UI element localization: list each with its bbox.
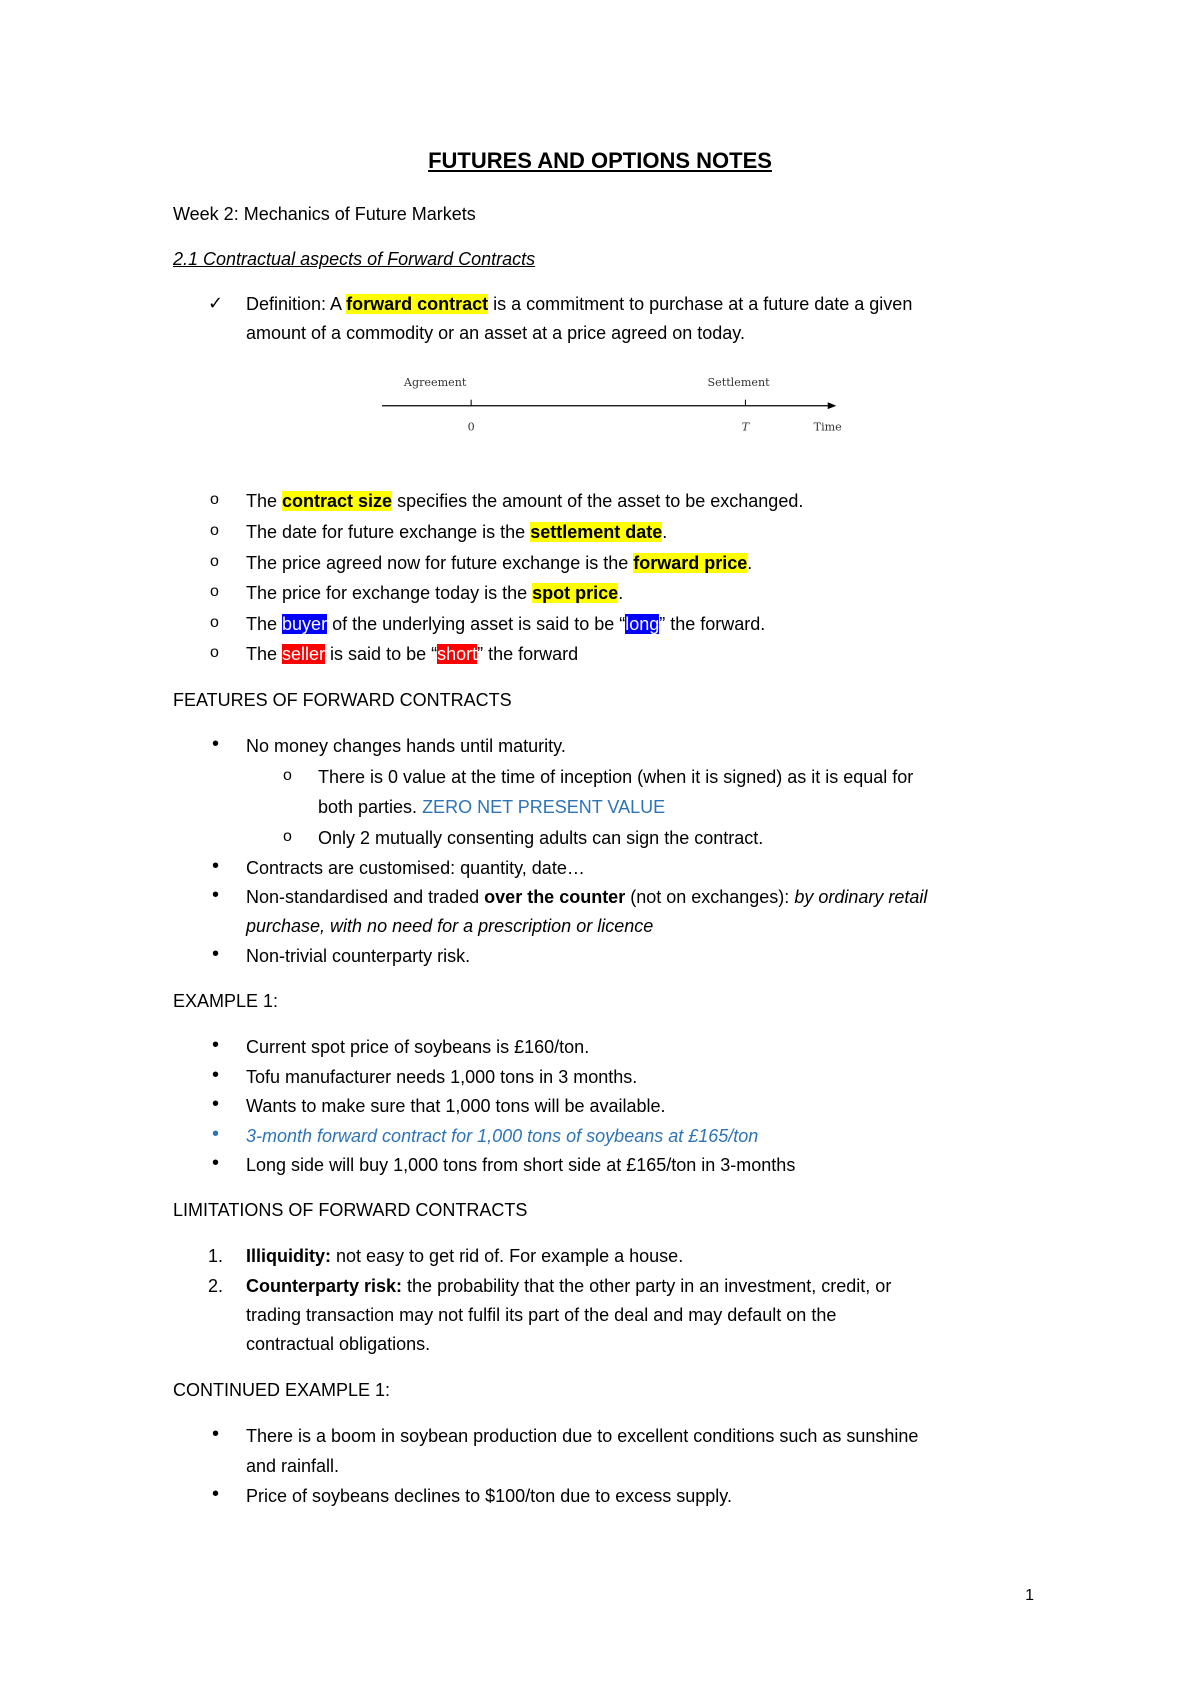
definition-line-1: [246, 293, 912, 315]
bullet-dot: •: [212, 1093, 220, 1115]
bullet-circle: o: [283, 767, 292, 784]
feature-item-1: No money changes hands until maturity.: [246, 736, 566, 756]
timeline-time-label: Time: [813, 420, 842, 434]
timeline-diagram: [340, 374, 880, 434]
bullet-dot: •: [212, 943, 220, 965]
feature-subitem-1-line-1: There is 0 value at the time of inception (when it is signed) as it is equal for: [318, 767, 914, 787]
feature-item-3-line-1: Non-standardised and traded over the counter (not on exchanges): by ordinary retail: [246, 887, 928, 907]
example1-item-forward-contract: 3-month forward contract for 1,000 tons of soybeans at £165/ton: [246, 1126, 759, 1146]
term-spot-price: spot price: [532, 583, 619, 603]
limitation-item-2-line-3: contractual obligations.: [246, 1334, 431, 1354]
term-short: short: [437, 644, 478, 664]
feature-item-3-line-2: purchase, with no need for a prescription or licence: [246, 916, 654, 936]
timeline-arrowhead: [828, 402, 837, 409]
check-icon: ✓: [208, 293, 224, 313]
continued-example-heading: CONTINUED EXAMPLE 1:: [173, 1380, 391, 1400]
bullet-circle: o: [210, 491, 219, 508]
bullet-dot: •: [212, 1483, 220, 1505]
bullet-circle: o: [210, 583, 219, 600]
term-item-seller: The seller is said to be “short” the forward: [246, 644, 579, 664]
term-long: long: [625, 614, 660, 634]
bullet-dot: •: [212, 1423, 220, 1445]
limitation-item-2-line-1: Counterparty risk: the probability that the other party in an investment, credit, or: [246, 1276, 892, 1296]
bullet-circle: o: [210, 644, 219, 661]
term-item-contract-size: The contract size specifies the amount of the asset to be exchanged.: [246, 491, 804, 511]
term-contract-size: contract size: [282, 491, 393, 511]
feature-subitem-1-line-2: both parties. ZERO NET PRESENT VALUE: [318, 797, 666, 817]
example1-item: Wants to make sure that 1,000 tons will be available.: [246, 1096, 666, 1116]
timeline-agreement-label: Agreement: [403, 376, 467, 389]
bullet-dot: •: [212, 1064, 220, 1086]
term-forward-contract: forward contract: [346, 294, 489, 314]
bullet-circle: o: [283, 828, 292, 845]
timeline-t-label: T: [741, 420, 750, 434]
page-number: 1: [1025, 1587, 1034, 1604]
feature-subitem-2: Only 2 mutually consenting adults can sign the contract.: [318, 828, 764, 848]
limitations-heading: LIMITATIONS OF FORWARD CONTRACTS: [173, 1200, 528, 1220]
timeline-settlement-label: Settlement: [707, 376, 770, 389]
term-item-settlement-date: The date for future exchange is the settlement date.: [246, 522, 668, 542]
bullet-dot: •: [212, 733, 220, 755]
zero-npv-note: ZERO NET PRESENT VALUE: [422, 797, 666, 817]
timeline-zero-label: 0: [467, 420, 475, 434]
list-number: 1.: [208, 1246, 224, 1266]
continued-item-2: Price of soybeans declines to $100/ton due to excess supply.: [246, 1486, 732, 1506]
limitation-item-1: Illiquidity: not easy to get rid of. For example a house.: [246, 1246, 684, 1266]
bullet-circle: o: [210, 522, 219, 539]
bullet-circle: o: [210, 614, 219, 631]
feature-item-4: Non-trivial counterparty risk.: [246, 946, 471, 966]
continued-item-1-line-1: There is a boom in soybean production due to excellent conditions such as sunshine: [246, 1426, 919, 1446]
definition-rest: is a commitment to purchase at a future date a given: [488, 294, 913, 314]
example1-heading: EXAMPLE 1:: [173, 991, 279, 1011]
term-buyer: buyer: [282, 614, 328, 634]
features-heading: FEATURES OF FORWARD CONTRACTS: [173, 690, 512, 710]
bullet-dot: •: [212, 884, 220, 906]
example1-item: Current spot price of soybeans is £160/ton.: [246, 1037, 590, 1057]
term-item-spot-price: The price for exchange today is the spot price.: [246, 583, 624, 603]
definition-line-2: amount of a commodity or an asset at a price agreed on today.: [246, 323, 745, 343]
bullet-circle: o: [210, 553, 219, 570]
feature-item-2: Contracts are customised: quantity, date…: [246, 858, 585, 878]
term-seller: seller: [282, 644, 326, 664]
bullet-dot: •: [212, 1123, 220, 1145]
term-settlement-date: settlement date: [530, 522, 663, 542]
bullet-dot: •: [212, 1152, 220, 1174]
page-title: FUTURES AND OPTIONS NOTES: [428, 148, 772, 173]
section-heading: 2.1 Contractual aspects of Forward Contracts: [173, 249, 536, 269]
term-forward-price: forward price: [633, 553, 748, 573]
term-item-buyer: The buyer of the underlying asset is said to be “long” the forward.: [246, 614, 766, 634]
bullet-dot: •: [212, 855, 220, 877]
limitation-item-2-line-2: trading transaction may not fulfil its part of the deal and may default on the: [246, 1305, 837, 1325]
definition-prefix: Definition: A: [246, 294, 347, 314]
week-heading: Week 2: Mechanics of Future Markets: [173, 204, 476, 224]
list-number: 2.: [208, 1276, 224, 1296]
continued-item-1-line-2: and rainfall.: [246, 1456, 340, 1476]
example1-item: Tofu manufacturer needs 1,000 tons in 3 months.: [246, 1067, 638, 1087]
bullet-dot: •: [212, 1034, 220, 1056]
example1-item: Long side will buy 1,000 tons from short side at £165/ton in 3-months: [246, 1155, 796, 1175]
term-item-forward-price: The price agreed now for future exchange is the forward price.: [246, 553, 753, 573]
